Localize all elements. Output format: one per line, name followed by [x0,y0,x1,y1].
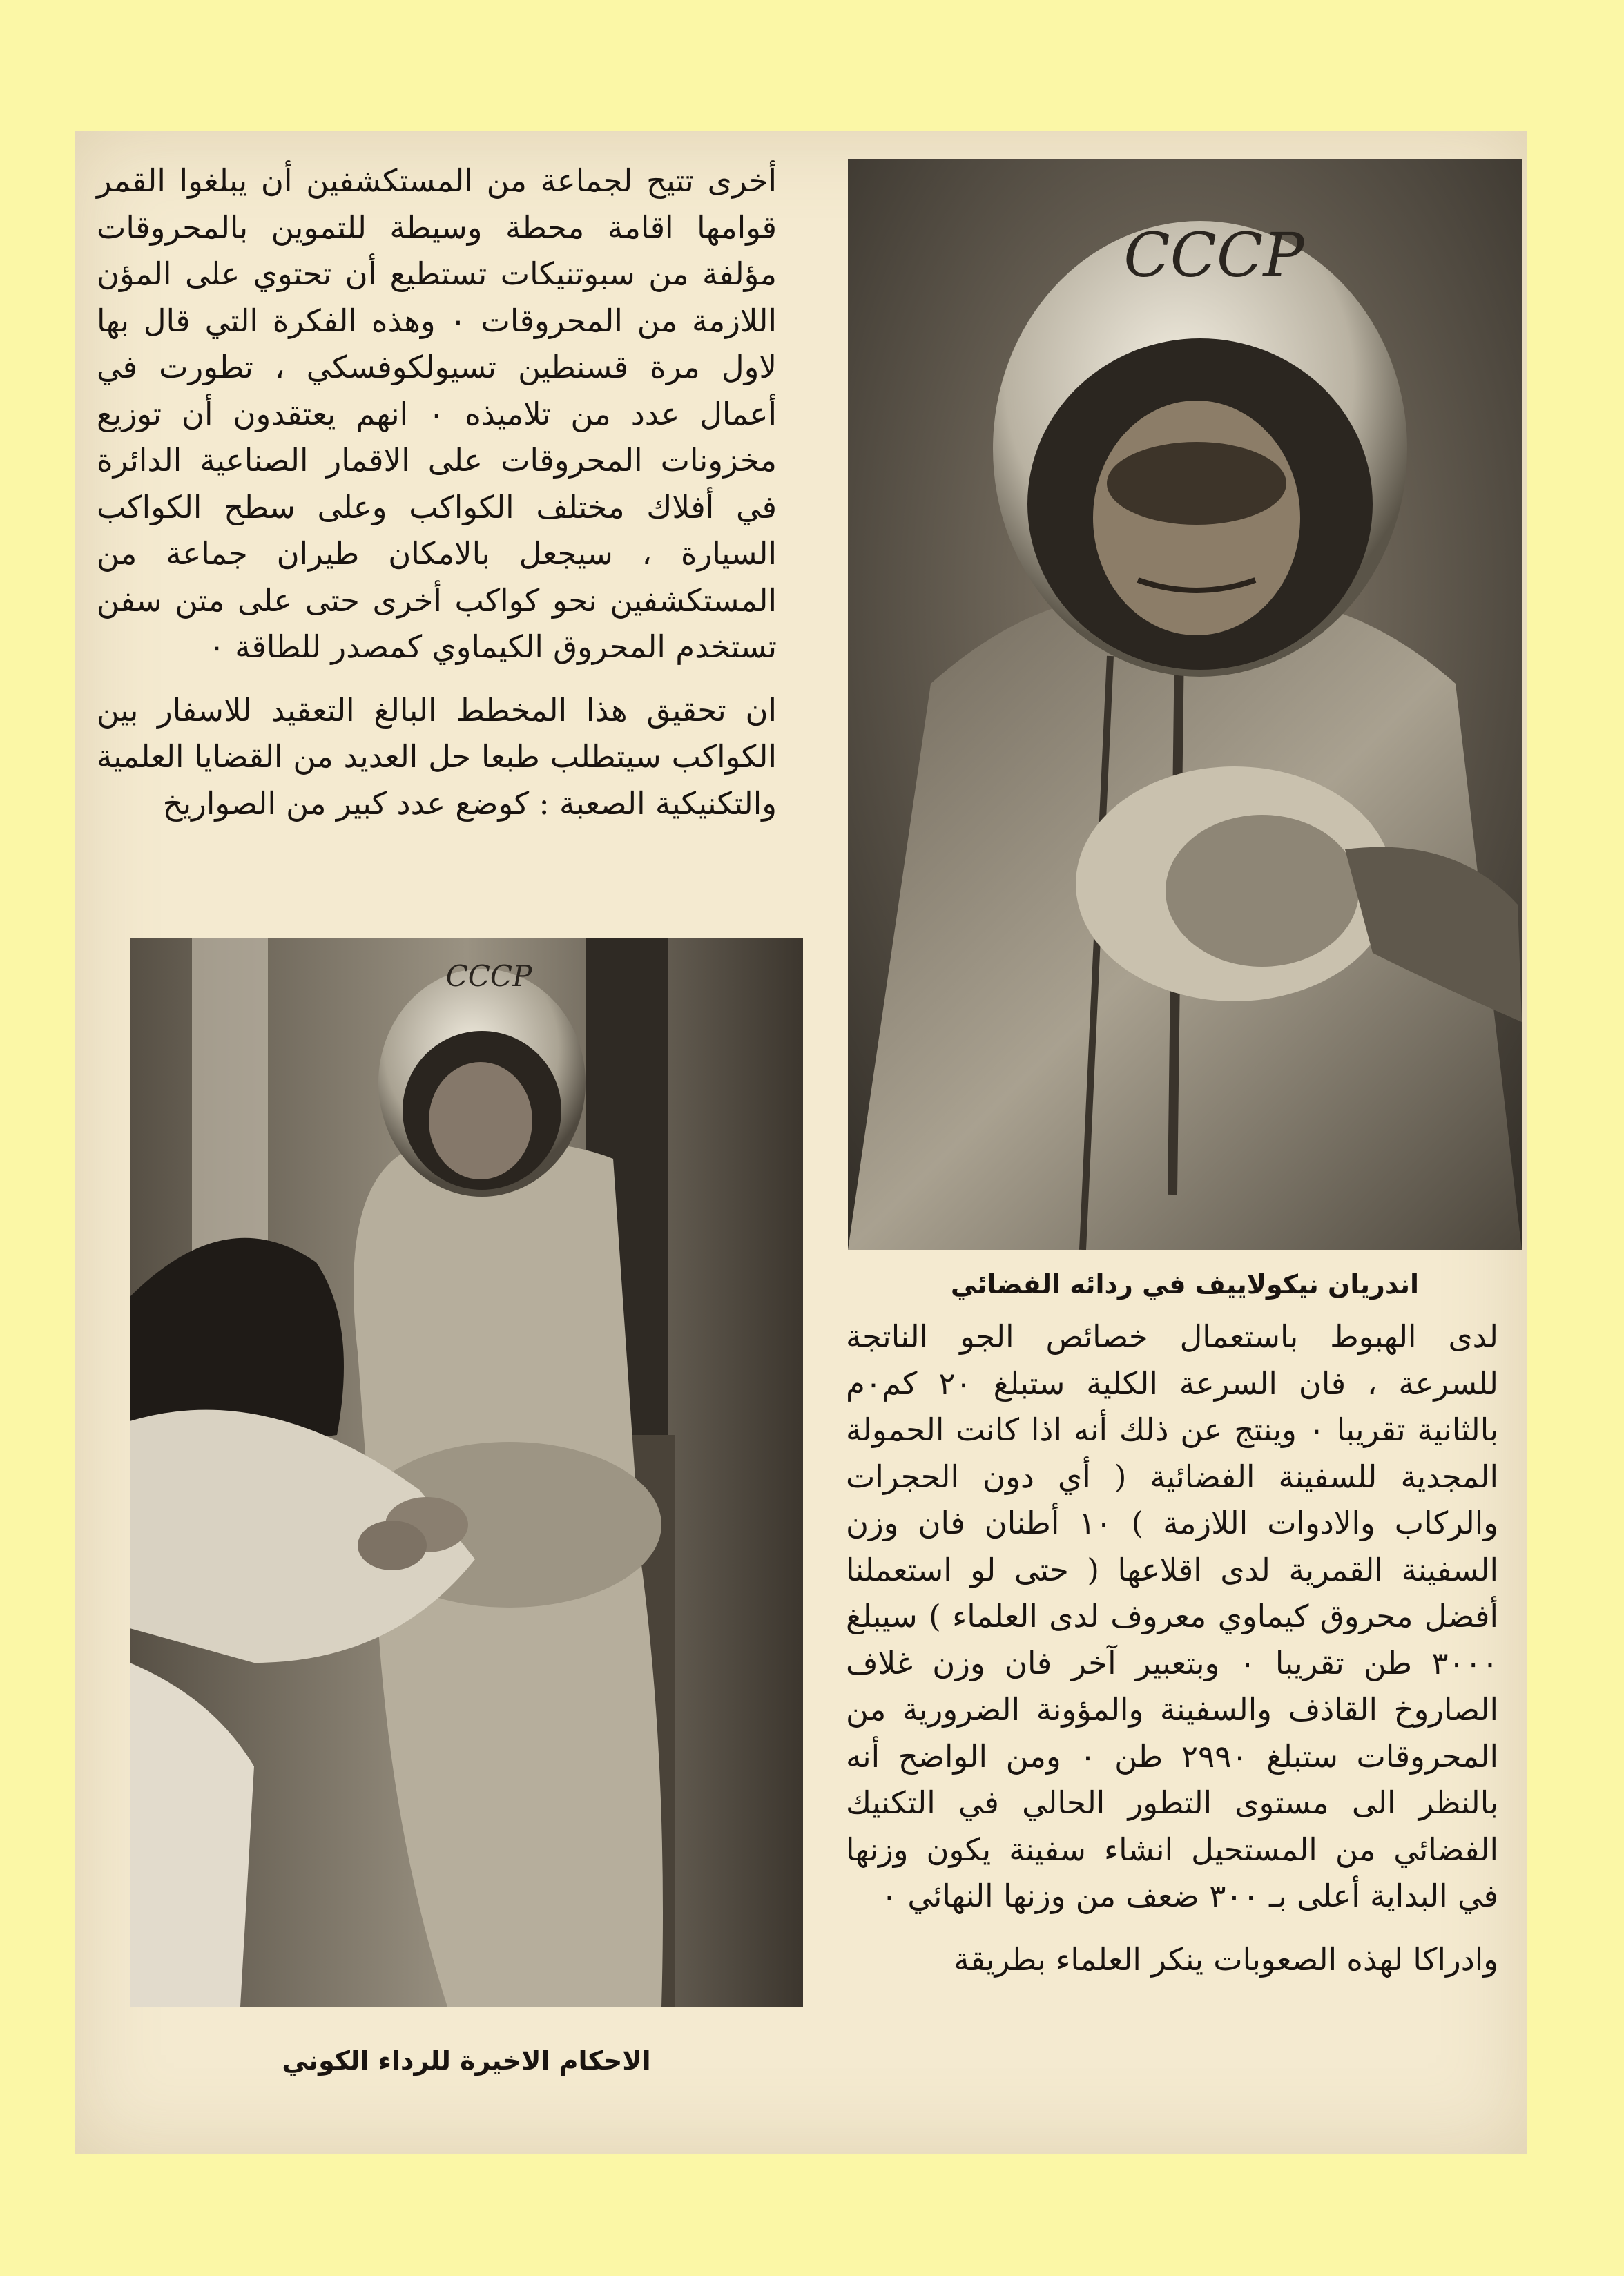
paragraph: ان تحقيق هذا المخطط البالغ التعقيد للاسفار بين الكواكب سيتطلب طبعا حل العديد من القضايا العلمية والتكنيكية الصعبة : كوضع عدد كبير من الصواريخ [97,691,777,822]
photo-caption: اندريان نيكولاييف في ردائه الفضائي [950,1269,1420,1300]
article-column-left [97,157,777,827]
article-column-right [846,1313,1498,1983]
helmet-text: CCCP [1123,220,1304,291]
photo-caption: الاحكام الاخيرة للرداء الكوني [282,2045,651,2076]
helmet-text: CCCP [445,959,532,993]
paragraph: أخرى تتيح لجماعة من المستكشفين أن يبلغوا القمر قوامها اقامة محطة وسيطة للتموين بالمحروقات مؤلفة من سبوتنيكات تستطيع أن تحتوي على المؤن اللازمة من المحروقات ٠ وهذه الفكرة التي قال بها لاول مرة قسنطين تسيولكوفسكي ، تطورت في أعمال عدد من تلاميذه ٠ انهم يعتقدون أن توزيع مخزونات المحروقات على الاقمار الصناعية الدائرة في أفلاك مختلف الكواكب وعلى سطح الكواكب السيارة ، سيجعل بالامكان طيران جماعة من المستكشفين نحو كواكب أخرى حتى على متن سفن تستخدم المحروق الكيماوي كمصدر للطاقة ٠ [97,162,777,665]
photo-suit-final-adjustments [130,938,803,2007]
paragraph: وادراكا لهذه الصعوبات ينكر العلماء بطريقة [954,1940,1498,1978]
paragraph: لدى الهبوط باستعمال خصائص الجو الناتجة للسرعة ، فان السرعة الكلية ستبلغ ٢٠ كم٠م بالثانية تقريبا ٠ وينتج عن ذلك أنه اذا كانت الحمولة المجدية للسفينة الفضائية ( أي دون الحجرات والركاب والادوات اللازمة ) ١٠ أطنان فان وزن السفينة القمرية لدى اقلاعها ( حتى لو استعملنا أفضل محروق كيماوي معروف لدى العلماء ) سيبلغ ٣٠٠٠ طن تقريبا ٠ وبتعبير آخر فان وزن غلاف الصاروخ القاذف والسفينة والمؤونة الضرورية من المحروقات ستبلغ ٢٩٩٠ طن ٠ ومن الواضح أنه بالنظر الى مستوى التطور الحالي في التكنيك الفضائي من المستحيل انشاء سفينة يكون وزنها في البداية أعلى بـ ٣٠٠ ضعف من وزنها النهائي ٠ [846,1318,1498,1914]
photo-nikolayev-spacesuit [848,159,1522,1250]
